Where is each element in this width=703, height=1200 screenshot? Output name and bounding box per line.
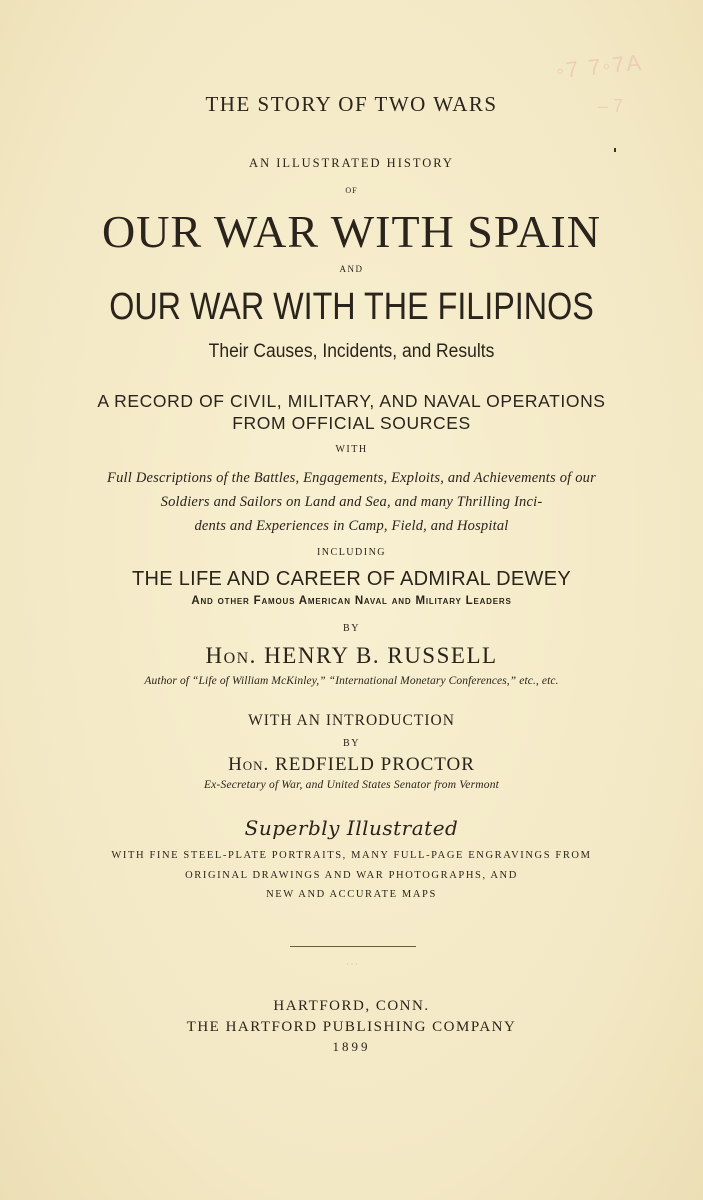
plates-line-1: WITH FINE STEEL-PLATE PORTRAITS, MANY FULL-PAGE ENGRAVINGS FROM [111, 850, 592, 861]
connector-including: INCLUDING [316, 547, 387, 558]
main-title-spain: OUR WAR WITH SPAIN [102, 206, 601, 257]
library-stamp-mark: ◦7 7◦7A [554, 49, 645, 84]
illustrated-blackletter: Superbly Illustrated [244, 816, 459, 840]
introduction-heading: WITH AN INTRODUCTION [248, 712, 455, 729]
description-line-1: Full Descriptions of the Battles, Engagements, Exploits, and Achievements of our [107, 470, 596, 486]
main-title-filipinos: OUR WAR WITH THE FILIPINOS [109, 286, 594, 328]
record-line-1: A RECORD OF CIVIL, MILITARY, AND NAVAL OPERATIONS [97, 391, 606, 411]
record-line-2: FROM OFFICIAL SOURCES [232, 413, 471, 433]
series-title: THE STORY OF TWO WARS [205, 92, 498, 116]
subtitle: AN ILLUSTRATED HISTORY [249, 156, 454, 170]
author-name: Hon. HENRY B. RUSSELL [205, 643, 498, 668]
causes-line: Their Causes, Incidents, and Results [208, 341, 495, 362]
dewey-heading: THE LIFE AND CAREER OF ADMIRAL DEWEY [131, 568, 572, 590]
library-stamp-mark-small: – 7 [598, 96, 624, 116]
connector-and: AND [339, 264, 364, 274]
author-works: Author of “Life of William McKinley,” “International Monetary Conferences,” etc., etc. [144, 675, 559, 687]
connector-of: OF [345, 186, 358, 195]
connector-by: BY [343, 623, 360, 634]
imprint-city: HARTFORD, CONN. [273, 998, 430, 1014]
plates-line-2: ORIGINAL DRAWINGS AND WAR PHOTOGRAPHS, AND [185, 870, 518, 881]
plates-line-3: NEW AND ACCURATE MAPS [266, 889, 437, 900]
description-line-3: dents and Experiences in Camp, Field, and Hospital [194, 518, 509, 534]
leaders-line: And other Famous American Naval and Military Leaders [191, 595, 512, 607]
ink-speck [614, 148, 616, 152]
introducer-name: Hon. REDFIELD PROCTOR [228, 754, 475, 775]
imprint-year: 1899 [332, 1039, 371, 1054]
description-line-2: Soldiers and Sailors on Land and Sea, and many Thrilling Inci- [160, 494, 543, 510]
introducer-title: Ex-Secretary of War, and United States Senator from Vermont [203, 779, 500, 791]
divider-ornament: · · · [346, 960, 358, 969]
divider-rule [290, 946, 416, 947]
connector-with: WITH [335, 444, 368, 455]
connector-by-2: BY [343, 738, 360, 749]
imprint-publisher: THE HARTFORD PUBLISHING COMPANY [186, 1019, 517, 1035]
